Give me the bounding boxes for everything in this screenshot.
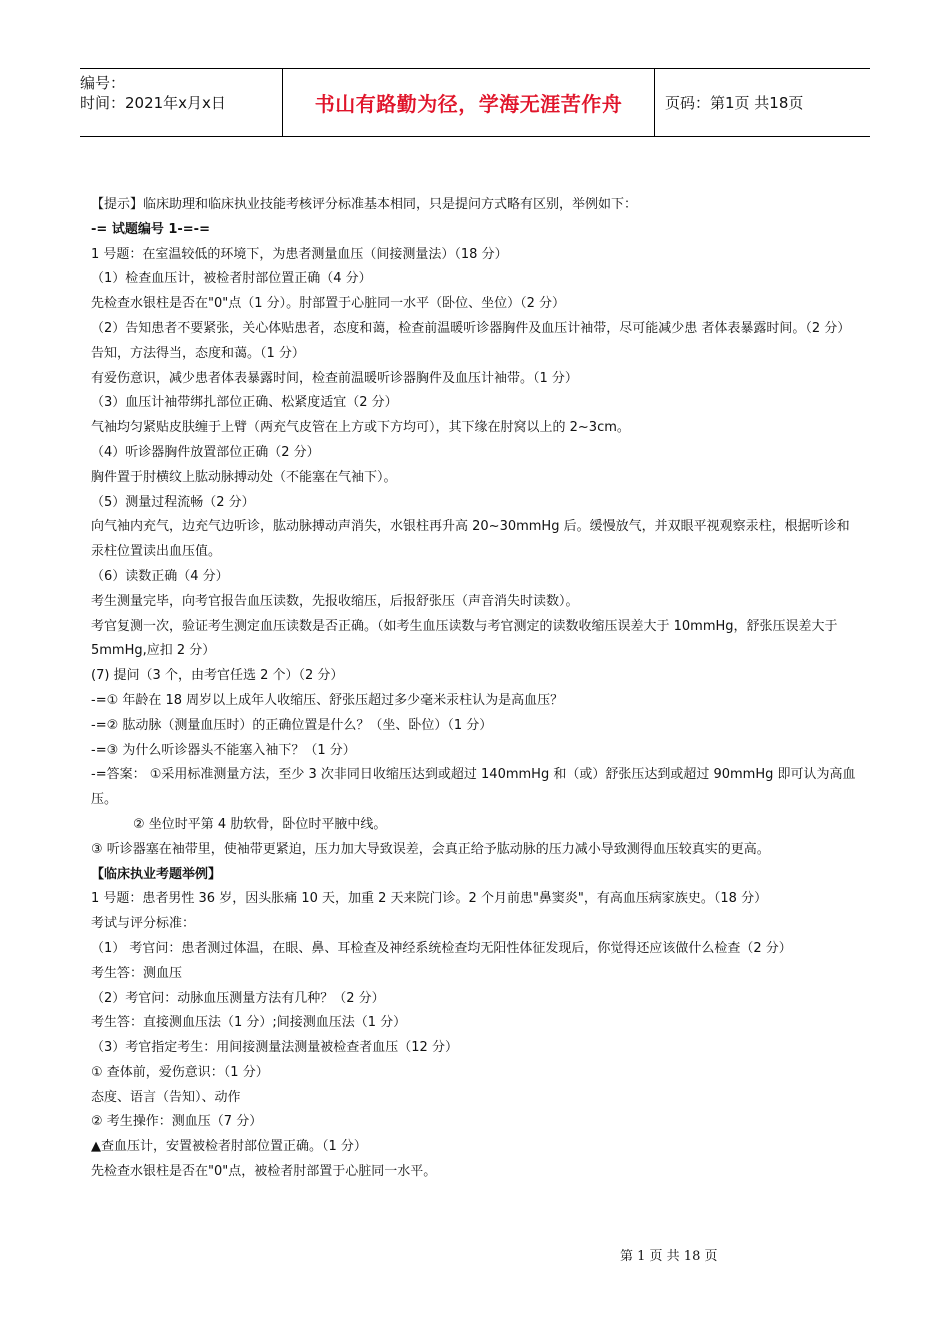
header-left: [80, 69, 282, 136]
section-heading: -= 试题编号 1-=-=: [91, 221, 210, 237]
text-line: （3）考官指定考生：用间接测量法测量被检查者血压（12 分）: [91, 1040, 458, 1056]
text-line: 先检查水银柱是否在"0"点（1 分）。肘部置于心脏同一水平（卧位、坐位）（2 分）: [91, 296, 566, 312]
text-line: （3）血压计袖带绑扎部位正确、松紧度适宜（2 分）: [91, 395, 398, 411]
text-line: 有爱伤意识，减少患者体表暴露时间，检查前温暖听诊器胸件及血压计袖带。（1 分）: [91, 370, 578, 386]
text-line: （4）听诊器胸件放置部位正确（2 分）: [91, 444, 320, 460]
section-heading: 【临床执业考题举例】: [91, 866, 222, 882]
page-header: [80, 68, 870, 137]
text-line: 告知，方法得当，态度和蔼。（1 分）: [91, 345, 305, 361]
document-number-label: 编号：: [80, 74, 126, 92]
text-line: 【提示】临床助理和临床执业技能考核评分标准基本相同，只是提问方式略有区别，举例如下：: [91, 197, 638, 212]
text-line: -=② 肱动脉（测量血压时）的正确位置是什么？（坐、卧位）（1 分）: [91, 717, 493, 733]
text-line: （2）告知患者不要紧张，关心体贴患者，态度和蔼，检查前温暖听诊器胸件及血压计袖带，尽可能减少患 者体表暴露时间。（2 分）: [91, 320, 851, 336]
text-line: ▲查血压计，安置被检者肘部位置正确。（1 分）: [91, 1139, 367, 1155]
document-date: 时间：2021年x月x日: [80, 94, 226, 112]
text-line: 态度、语言（告知）、动作: [91, 1089, 241, 1105]
text-line: -=答案： ①采用标准测量方法，至少 3 次非同日收缩压达到或超过 140mmHg 和（或）舒张压达到或超过 90mmHg 即可认为高血压。: [91, 767, 856, 808]
text-line: -=③ 为什么听诊器头不能塞入袖下？（1 分）: [91, 742, 356, 758]
text-line: （1）检查血压计，被检者肘部位置正确（4 分）: [91, 271, 372, 287]
text-line: （5）测量过程流畅（2 分）: [91, 494, 255, 510]
text-line: ② 考生操作：测血压（7 分）: [91, 1114, 263, 1130]
text-line: 考生测量完毕，向考官报告血压读数，先报收缩压，后报舒张压（声音消失时读数）。: [91, 593, 579, 609]
text-line: 考试与评分标准：: [91, 916, 196, 932]
page-footer: 第 1 页 共 18 页: [620, 1249, 718, 1264]
text-line: 1 号题：在室温较低的环境下，为患者测量血压（间接测量法）（18 分）: [91, 246, 508, 262]
header-right: [655, 69, 870, 136]
header-page-info: 页码：第1页 共18页: [665, 94, 804, 112]
text-line: （2）考官问：动脉血压测量方法有几种？（2 分）: [91, 990, 385, 1006]
text-line: 1 号题：患者男性 36 岁，因头胀痛 10 天，加重 2 天来院门诊。2 个月前患"鼻窦炎"，有高血压病家族史。（18 分）: [91, 891, 768, 907]
text-line: 胸件置于肘横纹上肱动脉搏动处（不能塞在气袖下）。: [91, 469, 397, 485]
header-center: [282, 69, 655, 136]
text-line: （6）读数正确（4 分）: [91, 568, 229, 584]
text-line: 考官复测一次，验证考生测定血压读数是否正确。（如考生血压读数与考官测定的读数收缩压误差大于 10mmHg，舒张压误差大于 5mmHg,应扣 2 分）: [91, 618, 838, 659]
text-line: （1） 考官问：患者测过体温，在眼、鼻、耳检查及神经系统检查均无阳性体征发现后，你觉得还应该做什么检查（2 分）: [91, 940, 792, 956]
text-line: 先检查水银柱是否在"0"点，被检者肘部置于心脏同一水平。: [91, 1164, 437, 1180]
text-line: ② 坐位时平第 4 肋软骨，卧位时平腋中线。: [133, 816, 387, 832]
text-line: -=① 年龄在 18 周岁以上成年人收缩压、舒张压超过多少毫米汞柱认为是高血压？: [91, 692, 564, 708]
text-line: 气袖均匀紧贴皮肤缠于上臂（两充气皮管在上方或下方均可），其下缘在肘窝以上的 2~3cm。: [91, 420, 630, 436]
document-body: [91, 193, 861, 1185]
text-line: 考生答：直接测血压法（1 分）;间接测血压法（1 分）: [91, 1015, 407, 1031]
text-line: 考生答：测血压: [91, 965, 183, 981]
text-line: 向气袖内充气，边充气边听诊，肱动脉搏动声消失，水银柱再升高 20~30mmHg 后。缓慢放气，并双眼平视观察汞柱，根据听诊和汞柱位置读出血压值。: [91, 519, 850, 560]
header-motto: 书山有路勤为径，学海无涯苦作舟: [314, 92, 623, 116]
text-line: ③ 听诊器塞在袖带里，使袖带更紧迫，压力加大导致误差，会真正给予肱动脉的压力减小导致测得血压较真实的更高。: [91, 841, 770, 857]
text-line: ① 查体前，爱伤意识：（1 分）: [91, 1064, 269, 1080]
text-line: (7) 提问（3 个，由考官任选 2 个）（2 分）: [91, 668, 344, 684]
